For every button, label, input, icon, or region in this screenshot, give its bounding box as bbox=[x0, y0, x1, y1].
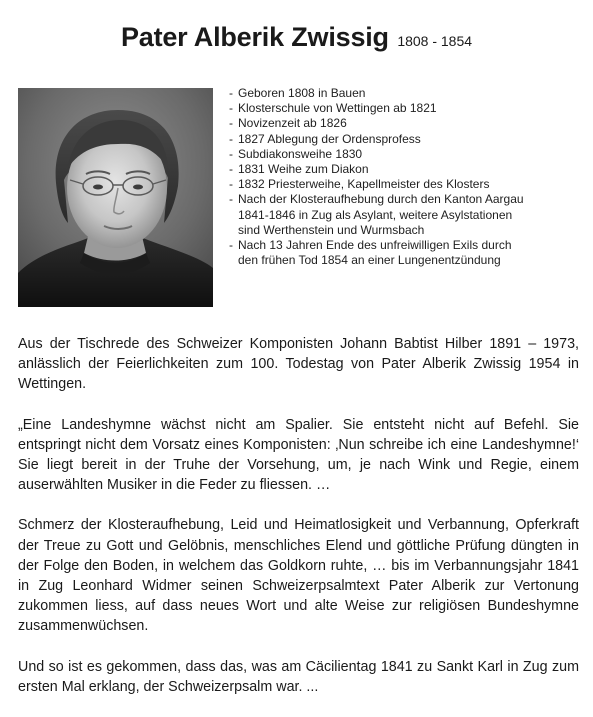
fact-item bbox=[228, 177, 588, 192]
fact-line: sind Werthenstein und Wurmsbach bbox=[238, 222, 425, 237]
history-paragraph: Schmerz der Klosteraufhebung, Leid und Heimatlosigkeit und Verbannung, Opferkraft der Treue zu Gott und Gelöbnis, menschliches Elend und göttliche Prüfung düngten in der Folge den Boden, in welchem das Goldkorn ruhte, … bis im Verbannungsjahr 1841 in Zug Leonhard Widmer seinen Schweizerpsalmtext Pater Alberik zur Vertonung zukommen liess, auf dass neues Wort und alte Weise zur religiösen Bundeshymne zusammenwüchsen. bbox=[18, 517, 579, 635]
portrait-image bbox=[18, 88, 213, 307]
fact-line: - Nach 13 Jahren Ende des unfreiwilligen Exils durch bbox=[238, 238, 512, 253]
fact-line: - Geboren 1808 in Bauen bbox=[238, 86, 366, 100]
speech-excerpt bbox=[18, 334, 579, 717]
biography-facts-list bbox=[228, 86, 588, 268]
fact-item bbox=[228, 238, 588, 268]
fact-line: - Klosterschule von Wettingen ab 1821 bbox=[238, 101, 437, 116]
fact-line: - Novizenzeit ab 1826 bbox=[238, 116, 347, 131]
fact-line: - Subdiakonsweihe 1830 bbox=[238, 146, 363, 161]
title-name: Pater Alberik Zwissig bbox=[120, 22, 389, 52]
fact-item bbox=[228, 162, 588, 177]
fact-line: - Nach der Klosteraufhebung durch den Kanton Aargau bbox=[238, 192, 524, 207]
page-title bbox=[0, 22, 593, 53]
closing-paragraph: Und so ist es gekommen, dass das, was am Cäcilientag 1841 zu Sankt Karl in Zug zum ersten Mal erklang, der Schweizerpsalm war. ... bbox=[18, 658, 579, 695]
fact-item bbox=[228, 132, 588, 147]
fact-item bbox=[228, 86, 588, 101]
fact-line: - 1827 Ablegung der Ordensprofess bbox=[238, 131, 421, 146]
fact-item bbox=[228, 147, 588, 162]
intro-paragraph: Aus der Tischrede des Schweizer Komponisten Johann Babtist Hilber 1891 – 1973, anlässlich der Feierlichkeiten zum 100. Todestag von Pater Alberik Zwissig 1954 in Wettingen. bbox=[18, 336, 579, 393]
fact-line: - 1832 Priesterweihe, Kapellmeister des Klosters bbox=[238, 177, 490, 192]
title-years: 1808 - 1854 bbox=[397, 33, 473, 49]
fact-line: - 1831 Weihe zum Diakon bbox=[238, 162, 369, 177]
fact-line: 1841-1846 in Zug als Asylant, weitere Asylstationen bbox=[238, 207, 513, 222]
fact-item bbox=[228, 192, 588, 238]
fact-line: den frühen Tod 1854 an einer Lungenentzündung bbox=[238, 253, 501, 268]
fact-item bbox=[228, 101, 588, 116]
quote-paragraph: „Eine Landeshymne wächst nicht am Spalier. Sie entsteht nicht auf Befehl. Sie entspringt nicht dem Vorsatz eines Komponisten: ‚Nun schreibe ich eine Landeshymne!‘ Sie liegt bereit in der Truhe der Vorsehung, um, je nach Wink und Regie, einem auserwählten Musiker in die Feder zu fliessen. … bbox=[18, 416, 579, 494]
fact-item bbox=[228, 116, 588, 131]
